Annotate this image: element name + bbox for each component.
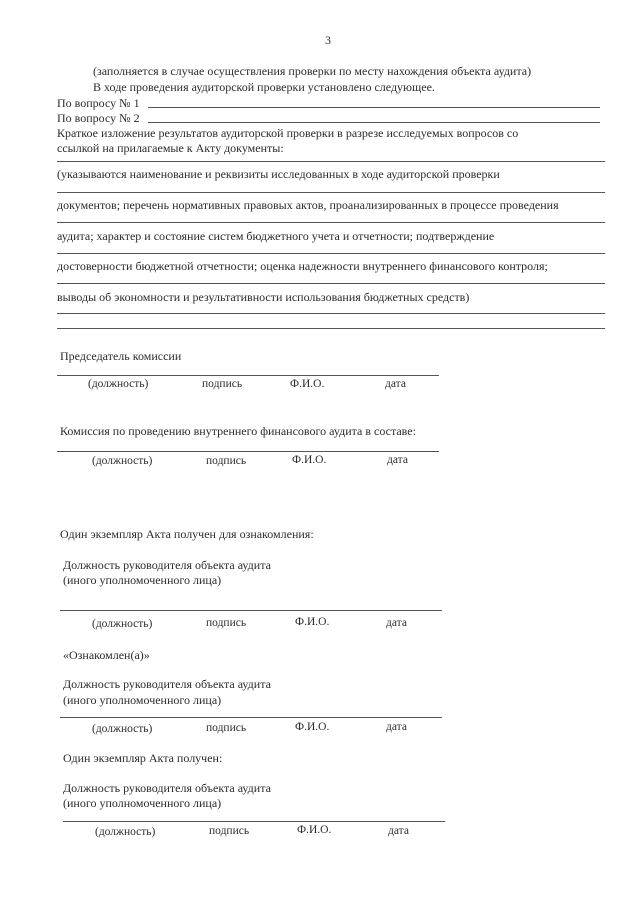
summary-line-g: [57, 328, 605, 329]
received1-caption-signature: подпись: [206, 617, 247, 629]
received1-signature-line: [60, 610, 442, 611]
acquainted-caption-name: Ф.И.О.: [295, 721, 330, 733]
chair-caption-date: дата: [385, 378, 406, 390]
received1-position-2: (иного уполномоченного лица): [63, 573, 222, 587]
chair-caption-signature: подпись: [202, 378, 243, 390]
received2-caption-signature: подпись: [209, 825, 250, 837]
summary-hint-5: выводы об экономности и результативности использования бюджетных средств): [57, 290, 470, 304]
acquainted-caption-date: дата: [386, 721, 407, 733]
summary-text-2: ссылкой на прилагаемые к Акту документы:: [57, 141, 284, 155]
received2-caption-date: дата: [388, 825, 409, 837]
received1-caption-name: Ф.И.О.: [295, 616, 330, 628]
commission-caption-name: Ф.И.О.: [292, 454, 327, 466]
question-1-line: [148, 107, 600, 108]
page-number: 3: [325, 33, 331, 47]
acquainted-title: «Ознакомлен(а)»: [63, 648, 150, 662]
acquainted-caption-position: (должность): [92, 723, 153, 735]
received1-title: Один экземпляр Акта получен для ознакомления:: [60, 527, 314, 541]
commission-caption-position: (должность): [92, 455, 153, 467]
commission-caption-date: дата: [387, 454, 408, 466]
summary-hint-3: аудита; характер и состояние систем бюджетного учета и отчетности; подтверждение: [57, 229, 495, 243]
acquainted-position-1: Должность руководителя объекта аудита: [63, 677, 271, 691]
summary-line-b: [57, 192, 605, 193]
received1-caption-position: (должность): [92, 618, 153, 630]
chair-title: Председатель комиссии: [60, 349, 182, 363]
summary-line-a: [57, 161, 605, 162]
commission-signature-line: [57, 451, 439, 452]
summary-line-d: [57, 253, 605, 254]
commission-caption-signature: подпись: [206, 455, 247, 467]
acquainted-caption-signature: подпись: [206, 722, 247, 734]
summary-hint-4: достоверности бюджетной отчетности; оценка надежности внутреннего финансового контроля;: [57, 259, 548, 273]
chair-caption-name: Ф.И.О.: [290, 378, 325, 390]
received2-caption-name: Ф.И.О.: [297, 824, 332, 836]
commission-title: Комиссия по проведению внутреннего финансового аудита в составе:: [60, 424, 416, 438]
received2-position-1: Должность руководителя объекта аудита: [63, 781, 271, 795]
received2-position-2: (иного уполномоченного лица): [63, 796, 222, 810]
received1-position-1: Должность руководителя объекта аудита: [63, 558, 271, 572]
summary-line-f: [57, 313, 605, 314]
summary-text-1: Краткое изложение результатов аудиторской проверки в разрезе исследуемых вопросов со: [57, 126, 519, 140]
chair-caption-position: (должность): [88, 378, 149, 390]
summary-hint-2: документов; перечень нормативных правовых актов, проанализированных в процессе проведения: [57, 198, 559, 212]
question-2-label: По вопросу № 2: [57, 111, 140, 125]
summary-line-e: [57, 283, 605, 284]
question-2-line: [148, 122, 600, 123]
received1-caption-date: дата: [386, 617, 407, 629]
received2-title: Один экземпляр Акта получен:: [63, 751, 223, 765]
received2-signature-line: [63, 821, 445, 822]
chair-signature-line: [57, 375, 439, 376]
summary-line-1: [57, 126, 605, 140]
received2-caption-position: (должность): [95, 826, 156, 838]
summary-hint-1: (указываются наименование и реквизиты исследованных в ходе аудиторской проверки: [57, 167, 500, 181]
location-note: (заполняется в случае осуществления проверки по месту нахождения объекта аудита): [93, 64, 532, 78]
summary-line-c: [57, 222, 605, 223]
findings-intro: В ходе проведения аудиторской проверки установлено следующее.: [93, 80, 435, 94]
question-1-label: По вопросу № 1: [57, 96, 140, 110]
acquainted-position-2: (иного уполномоченного лица): [63, 693, 222, 707]
acquainted-signature-line: [60, 717, 442, 718]
